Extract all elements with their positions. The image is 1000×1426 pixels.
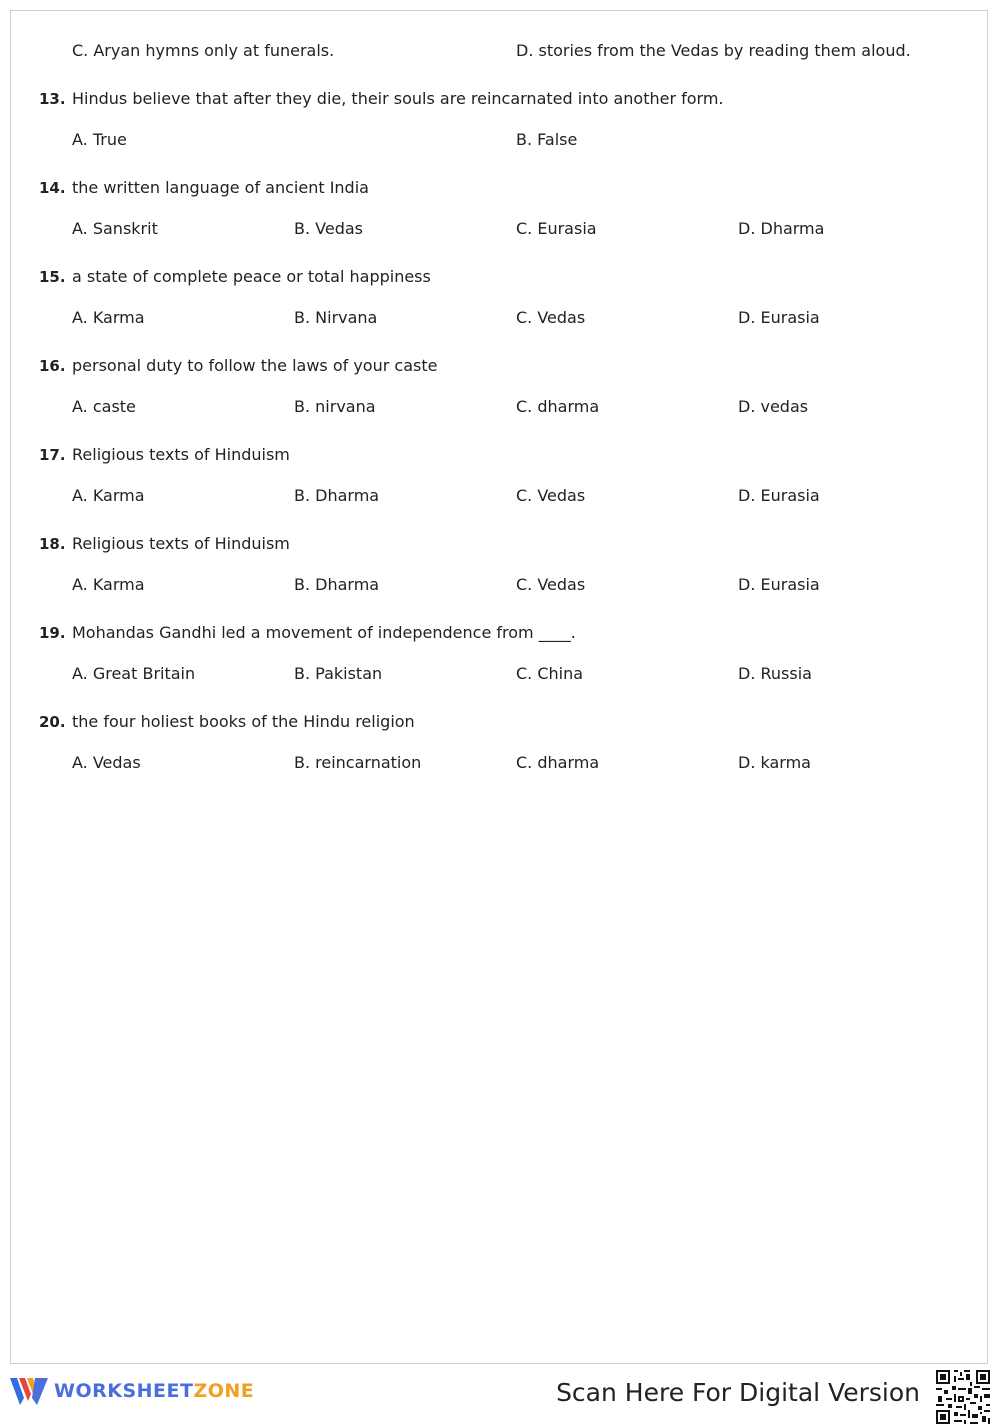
question-options	[39, 306, 983, 330]
question-options	[39, 573, 983, 597]
option-b: B. Dharma	[294, 575, 380, 594]
question-options	[39, 662, 983, 686]
option-c: C. Vedas	[516, 575, 586, 594]
question-number: 20.	[39, 713, 66, 731]
worksheet-zone-logo[interactable]	[10, 1376, 254, 1406]
option-b: B. Nirvana	[294, 308, 378, 327]
question-options	[39, 484, 983, 508]
option-d: D. Eurasia	[738, 486, 820, 505]
option-c: C. Eurasia	[516, 219, 597, 238]
question-text: Hindus believe that after they die, their souls are reincarnated into another form.	[72, 89, 724, 108]
option-a: A. caste	[72, 397, 136, 416]
worksheet-content	[39, 39, 983, 775]
option-b: B. Vedas	[294, 219, 363, 238]
question-text: the four holiest books of the Hindu religion	[72, 712, 415, 731]
option-a: A. Sanskrit	[72, 219, 158, 238]
question-number: 18.	[39, 535, 66, 553]
question-12-options	[39, 39, 983, 63]
option-c: C. China	[516, 664, 584, 683]
question-text: personal duty to follow the laws of your caste	[72, 356, 438, 375]
option-d: D. Dharma	[738, 219, 825, 238]
option-c: C. dharma	[516, 753, 600, 772]
question-text: the written language of ancient India	[72, 178, 369, 197]
question-number: 19.	[39, 624, 66, 642]
question-options	[39, 395, 983, 419]
question-19	[39, 623, 983, 686]
option-d: D. Eurasia	[738, 308, 820, 327]
option-c: C. Aryan hymns only at funerals.	[72, 41, 335, 60]
question-text: Religious texts of Hinduism	[72, 445, 290, 464]
brand-name	[54, 1376, 254, 1406]
option-d: D. stories from the Vedas by reading them aloud.	[516, 41, 911, 60]
option-b: B. Dharma	[294, 486, 380, 505]
qr-code-icon[interactable]	[934, 1368, 992, 1426]
option-a: A. Karma	[72, 575, 145, 594]
option-a: A. Great Britain	[72, 664, 196, 683]
option-c: C. Vedas	[516, 486, 586, 505]
option-d: D. vedas	[738, 397, 809, 416]
option-d: D. Russia	[738, 664, 812, 683]
question-16	[39, 356, 983, 419]
question-18	[39, 534, 983, 597]
question-number: 15.	[39, 268, 66, 286]
question-13	[39, 89, 983, 152]
option-b: B. False	[516, 130, 578, 149]
w-logo-icon	[10, 1376, 48, 1406]
question-17	[39, 445, 983, 508]
question-options	[39, 128, 983, 152]
question-options	[39, 217, 983, 241]
question-text: a state of complete peace or total happiness	[72, 267, 431, 286]
question-text: Mohandas Gandhi led a movement of independence from ____.	[72, 623, 576, 642]
page-footer	[0, 1364, 1000, 1414]
option-c: C. Vedas	[516, 308, 586, 327]
option-a: A. Vedas	[72, 753, 141, 772]
question-number: 14.	[39, 179, 66, 197]
question-options	[39, 751, 983, 775]
worksheet-page	[10, 10, 988, 1364]
option-a: A. True	[72, 130, 127, 149]
question-number: 17.	[39, 446, 66, 464]
question-15	[39, 267, 983, 330]
question-20	[39, 712, 983, 775]
question-text: Religious texts of Hinduism	[72, 534, 290, 553]
brand-name-part1: WORKSHEET	[54, 1380, 194, 1402]
option-a: A. Karma	[72, 308, 145, 327]
option-b: B. nirvana	[294, 397, 376, 416]
brand-name-part2: ZONE	[193, 1380, 255, 1402]
question-number: 13.	[39, 90, 66, 108]
question-14	[39, 178, 983, 241]
option-b: B. reincarnation	[294, 753, 422, 772]
option-b: B. Pakistan	[294, 664, 383, 683]
option-c: C. dharma	[516, 397, 600, 416]
scan-instruction: Scan Here For Digital Version	[556, 1378, 920, 1407]
question-number: 16.	[39, 357, 66, 375]
option-d: D. Eurasia	[738, 575, 820, 594]
option-a: A. Karma	[72, 486, 145, 505]
option-d: D. karma	[738, 753, 811, 772]
